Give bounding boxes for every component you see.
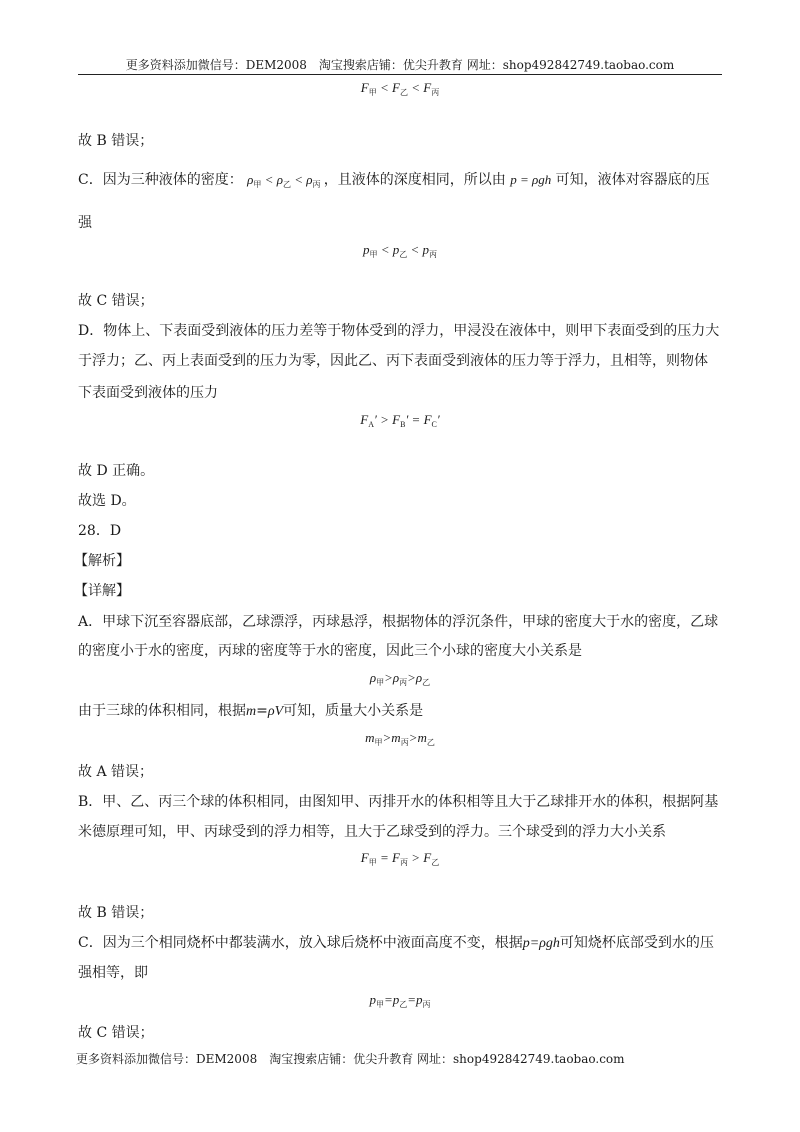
conclusion-b-wrong: 故 B 错误；	[78, 133, 154, 149]
formula-density-order: $\rho_甲 < \rho_乙 < \rho_丙$	[247, 172, 321, 189]
conclusion-b-wrong-2: 故 B 错误；	[78, 905, 154, 921]
page-footer: 更多资料添加微信号：DEM2008 淘宝搜索店铺：优尖升教育 网址：shop492842749.taobao.com	[76, 1052, 625, 1066]
paragraph-a-line3: 由于三球的体积相同，根据m=ρV可知，质量大小关系是	[78, 703, 424, 719]
formula-ball-mass: $m_甲>m_丙>m_乙$	[365, 730, 435, 747]
conclusion-c-wrong: 故 C 错误；	[78, 293, 154, 309]
detail-heading: 【详解】	[74, 583, 130, 599]
analysis-heading: 【解析】	[74, 553, 130, 569]
paragraph-c-line1: C．因为三种液体的密度： $\rho_甲 < \rho_乙 < \rho_丙$ ，且液体的深度相同，所以由 p = ρgh 可知，液体对容器底的压	[78, 172, 710, 189]
formula-ball-buoyancy: $F_甲 = F_丙 > F_乙$	[360, 850, 440, 867]
question-28-answer: 28．D	[78, 523, 122, 539]
paragraph-d-line1: D．物体上、下表面受到液体的压力差等于物体受到的浮力，甲浸没在液体中，则甲下表面受到的压力大	[78, 323, 720, 339]
formula-buoyancy-order: $F_甲 < F_乙 < F_丙$	[360, 80, 440, 97]
formula-pressure-order: $p_甲 < p_乙 < p_丙$	[362, 242, 438, 259]
answer-choice: 故选 D。	[78, 493, 136, 509]
formula-beaker-pressure: $p_甲=p_乙=p_丙$	[369, 992, 431, 1009]
paragraph-c2-line1: C．因为三个相同烧杯中都装满水，放入球后烧杯中液面高度不变，根据p=ρgh可知烧杯底部受到水的压	[78, 935, 714, 951]
paragraph-c-line2: 强	[78, 215, 92, 231]
conclusion-a-wrong: 故 A 错误；	[78, 764, 154, 780]
formula-bottom-force: $F_A' > F_B' = F_C'$	[360, 412, 440, 429]
paragraph-d-line3: 下表面受到液体的压力	[78, 385, 218, 401]
paragraph-b-line1: B．甲、乙、丙三个球的体积相同，由图知甲、丙排开水的体积相等且大于乙球排开水的体积，根据阿基	[78, 794, 719, 810]
formula-ball-density: $\rho_甲>\rho_丙>\rho_乙$	[369, 670, 431, 687]
conclusion-d-correct: 故 D 正确。	[78, 463, 155, 479]
conclusion-c-wrong-2: 故 C 错误；	[78, 1025, 154, 1041]
paragraph-a-line2: 的密度小于水的密度，丙球的密度等于水的密度，因此三个小球的密度大小关系是	[78, 643, 582, 659]
paragraph-b-line2: 米德原理可知，甲、丙球受到的浮力相等，且大于乙球受到的浮力。三个球受到的浮力大小关系	[78, 824, 666, 840]
header-divider	[78, 74, 722, 75]
page-header: 更多资料添加微信号：DEM2008 淘宝搜索店铺：优尖升教育 网址：shop492842749.taobao.com	[125, 58, 675, 72]
paragraph-d-line2: 于浮力；乙、丙上表面受到的压力为零，因此乙、丙下表面受到液体的压力等于浮力，且相等，则物体	[78, 353, 708, 369]
formula-pressure: p = ρgh	[510, 172, 552, 187]
paragraph-a-line1: A．甲球下沉至容器底部，乙球漂浮，丙球悬浮，根据物体的浮沉条件，甲球的密度大于水的密度，乙球	[78, 614, 719, 630]
paragraph-c2-line2: 强相等，即	[78, 965, 148, 981]
